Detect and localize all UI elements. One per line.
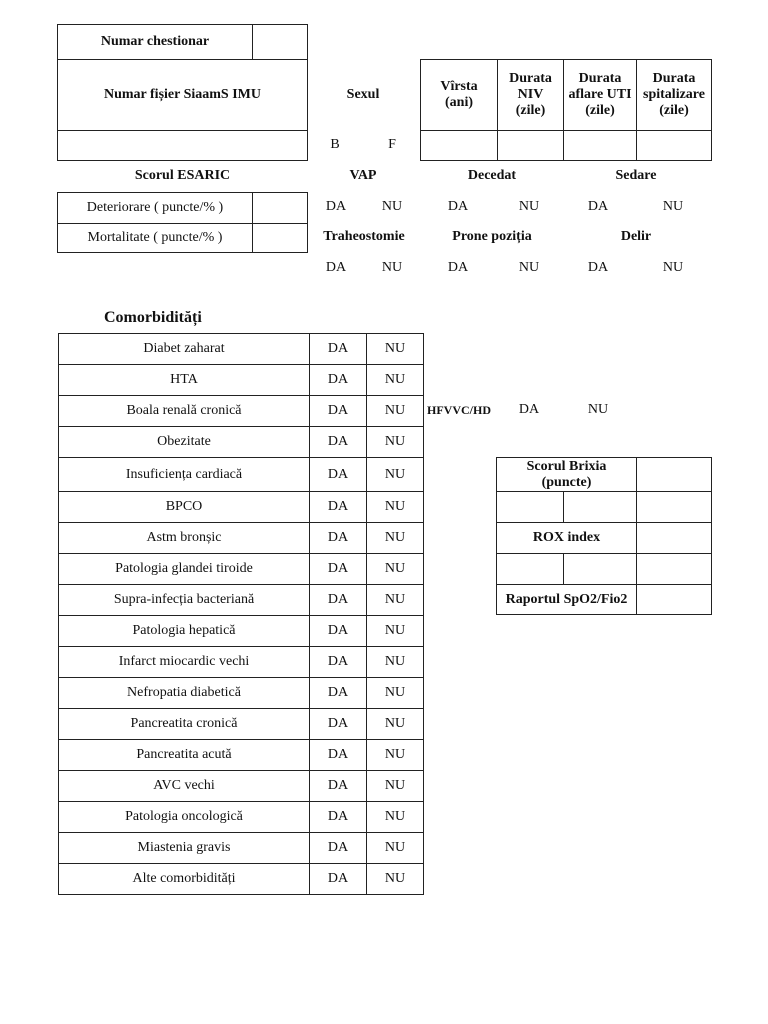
comorbidity-label: Alte comorbidități: [58, 863, 310, 895]
comorbidity-nu[interactable]: NU: [366, 491, 424, 523]
comorbidity-da[interactable]: DA: [309, 646, 367, 678]
comorbidity-da[interactable]: DA: [309, 553, 367, 585]
comorbidity-da[interactable]: DA: [309, 364, 367, 396]
delir-da[interactable]: DA: [587, 260, 609, 275]
comorbidity-label: AVC vechi: [58, 770, 310, 802]
numar-chestionar-value[interactable]: [252, 24, 308, 60]
comorbidity-da[interactable]: DA: [309, 491, 367, 523]
varsta-header: Vîrsta (ani): [420, 59, 498, 131]
spo2-label: Raportul SpO2/Fio2: [496, 584, 637, 615]
comorbidity-nu[interactable]: NU: [366, 615, 424, 647]
comorbidity-label: Nefropatia diabetică: [58, 677, 310, 709]
comorbidity-label: Infarct miocardic vechi: [58, 646, 310, 678]
comorbidity-nu[interactable]: NU: [366, 584, 424, 616]
comorbidity-label: Astm bronșic: [58, 522, 310, 554]
comorbidity-da[interactable]: DA: [309, 395, 367, 427]
durata-niv-header: Durata NIV (zile): [497, 59, 564, 131]
comorbidity-nu[interactable]: NU: [366, 457, 424, 492]
sexul-label: Sexul: [346, 87, 380, 102]
comorbidity-nu[interactable]: NU: [366, 522, 424, 554]
comorbidity-da[interactable]: DA: [309, 801, 367, 833]
prone-nu[interactable]: NU: [518, 260, 540, 275]
prone-label: Prone poziția: [452, 229, 532, 244]
comorbidity-label: Miastenia gravis: [58, 832, 310, 864]
brixia-sub-mid[interactable]: [563, 491, 637, 523]
comorbidity-da[interactable]: DA: [309, 426, 367, 458]
traheostomie-nu[interactable]: NU: [381, 260, 403, 275]
sex-b-option[interactable]: B: [330, 137, 340, 152]
vap-nu[interactable]: NU: [381, 199, 403, 214]
comorbiditati-title: Comorbidități: [104, 309, 202, 326]
sedare-da[interactable]: DA: [587, 199, 609, 214]
numar-fisier-label: Numar fișier SiaamS IMU: [104, 87, 261, 102]
rox-label: ROX index: [496, 522, 637, 554]
spo2-value[interactable]: [636, 584, 712, 615]
prone-da[interactable]: DA: [447, 260, 469, 275]
deteriorare-label: Deteriorare ( puncte/% ): [57, 192, 253, 224]
comorbidity-nu[interactable]: NU: [366, 426, 424, 458]
traheostomie-label: Traheostomie: [323, 229, 405, 244]
comorbidity-label: Boala renală cronică: [58, 395, 310, 427]
comorbidity-da[interactable]: DA: [309, 333, 367, 365]
comorbidity-label: Supra-infecția bacteriană: [58, 584, 310, 616]
comorbidity-da[interactable]: DA: [309, 708, 367, 740]
traheostomie-da[interactable]: DA: [325, 260, 347, 275]
durata-spitalizare-header: Durata spitalizare (zile): [636, 59, 712, 131]
comorbidity-label: Pancreatita cronică: [58, 708, 310, 740]
mortalitate-value[interactable]: [252, 223, 308, 253]
hfvvc-da[interactable]: DA: [518, 402, 540, 417]
comorbidity-da[interactable]: DA: [309, 863, 367, 895]
brixia-label: Scorul Brixia (puncte): [496, 457, 637, 492]
vap-label: VAP: [349, 168, 377, 183]
comorbidity-nu[interactable]: NU: [366, 801, 424, 833]
varsta-value[interactable]: [420, 130, 498, 161]
comorbidity-label: Insuficiența cardiacă: [58, 457, 310, 492]
comorbidity-nu[interactable]: NU: [366, 677, 424, 709]
comorbidity-da[interactable]: DA: [309, 677, 367, 709]
esaric-title: Scorul ESARIC: [134, 168, 231, 183]
sex-f-option[interactable]: F: [388, 137, 396, 152]
hfvvc-label: HFVVC/HD: [427, 403, 491, 417]
comorbidity-da[interactable]: DA: [309, 832, 367, 864]
comorbidity-da[interactable]: DA: [309, 615, 367, 647]
rox-sub-left[interactable]: [496, 553, 564, 585]
brixia-value[interactable]: [636, 457, 712, 492]
numar-chestionar-label: Numar chestionar: [100, 34, 210, 49]
comorbidity-label: BPCO: [58, 491, 310, 523]
comorbidity-nu[interactable]: NU: [366, 364, 424, 396]
decedat-label: Decedat: [467, 168, 517, 183]
durata-niv-value[interactable]: [497, 130, 564, 161]
comorbidity-da[interactable]: DA: [309, 770, 367, 802]
delir-label: Delir: [620, 229, 652, 244]
comorbidity-nu[interactable]: NU: [366, 553, 424, 585]
mortalitate-label: Mortalitate ( puncte/% ): [57, 223, 253, 253]
rox-sub-mid[interactable]: [563, 553, 637, 585]
rox-value[interactable]: [636, 522, 712, 554]
hfvvc-nu[interactable]: NU: [587, 402, 609, 417]
comorbidity-nu[interactable]: NU: [366, 739, 424, 771]
comorbidity-nu[interactable]: NU: [366, 333, 424, 365]
decedat-nu[interactable]: NU: [518, 199, 540, 214]
comorbidity-nu[interactable]: NU: [366, 646, 424, 678]
comorbidity-label: Patologia hepatică: [58, 615, 310, 647]
comorbidity-da[interactable]: DA: [309, 457, 367, 492]
durata-spitalizare-value[interactable]: [636, 130, 712, 161]
comorbidity-label: Diabet zaharat: [58, 333, 310, 365]
delir-nu[interactable]: NU: [662, 260, 684, 275]
comorbidity-nu[interactable]: NU: [366, 863, 424, 895]
brixia-sub-left[interactable]: [496, 491, 564, 523]
vap-da[interactable]: DA: [325, 199, 347, 214]
durata-uti-value[interactable]: [563, 130, 637, 161]
comorbidity-label: Patologia oncologică: [58, 801, 310, 833]
comorbidity-nu[interactable]: NU: [366, 708, 424, 740]
durata-uti-header: Durata aflare UTI (zile): [563, 59, 637, 131]
sedare-label: Sedare: [615, 168, 657, 183]
numar-fisier-value[interactable]: [57, 130, 308, 161]
deteriorare-value[interactable]: [252, 192, 308, 224]
decedat-da[interactable]: DA: [447, 199, 469, 214]
comorbidity-nu[interactable]: NU: [366, 770, 424, 802]
comorbidity-label: HTA: [58, 364, 310, 396]
comorbidity-da[interactable]: DA: [309, 522, 367, 554]
comorbidity-da[interactable]: DA: [309, 584, 367, 616]
comorbidity-nu[interactable]: NU: [366, 395, 424, 427]
comorbidity-label: Obezitate: [58, 426, 310, 458]
rox-sub-right[interactable]: [636, 553, 712, 585]
sedare-nu[interactable]: NU: [662, 199, 684, 214]
comorbidity-da[interactable]: DA: [309, 739, 367, 771]
brixia-sub-right[interactable]: [636, 491, 712, 523]
comorbidity-label: Patologia glandei tiroide: [58, 553, 310, 585]
comorbidity-label: Pancreatita acută: [58, 739, 310, 771]
comorbidity-nu[interactable]: NU: [366, 832, 424, 864]
